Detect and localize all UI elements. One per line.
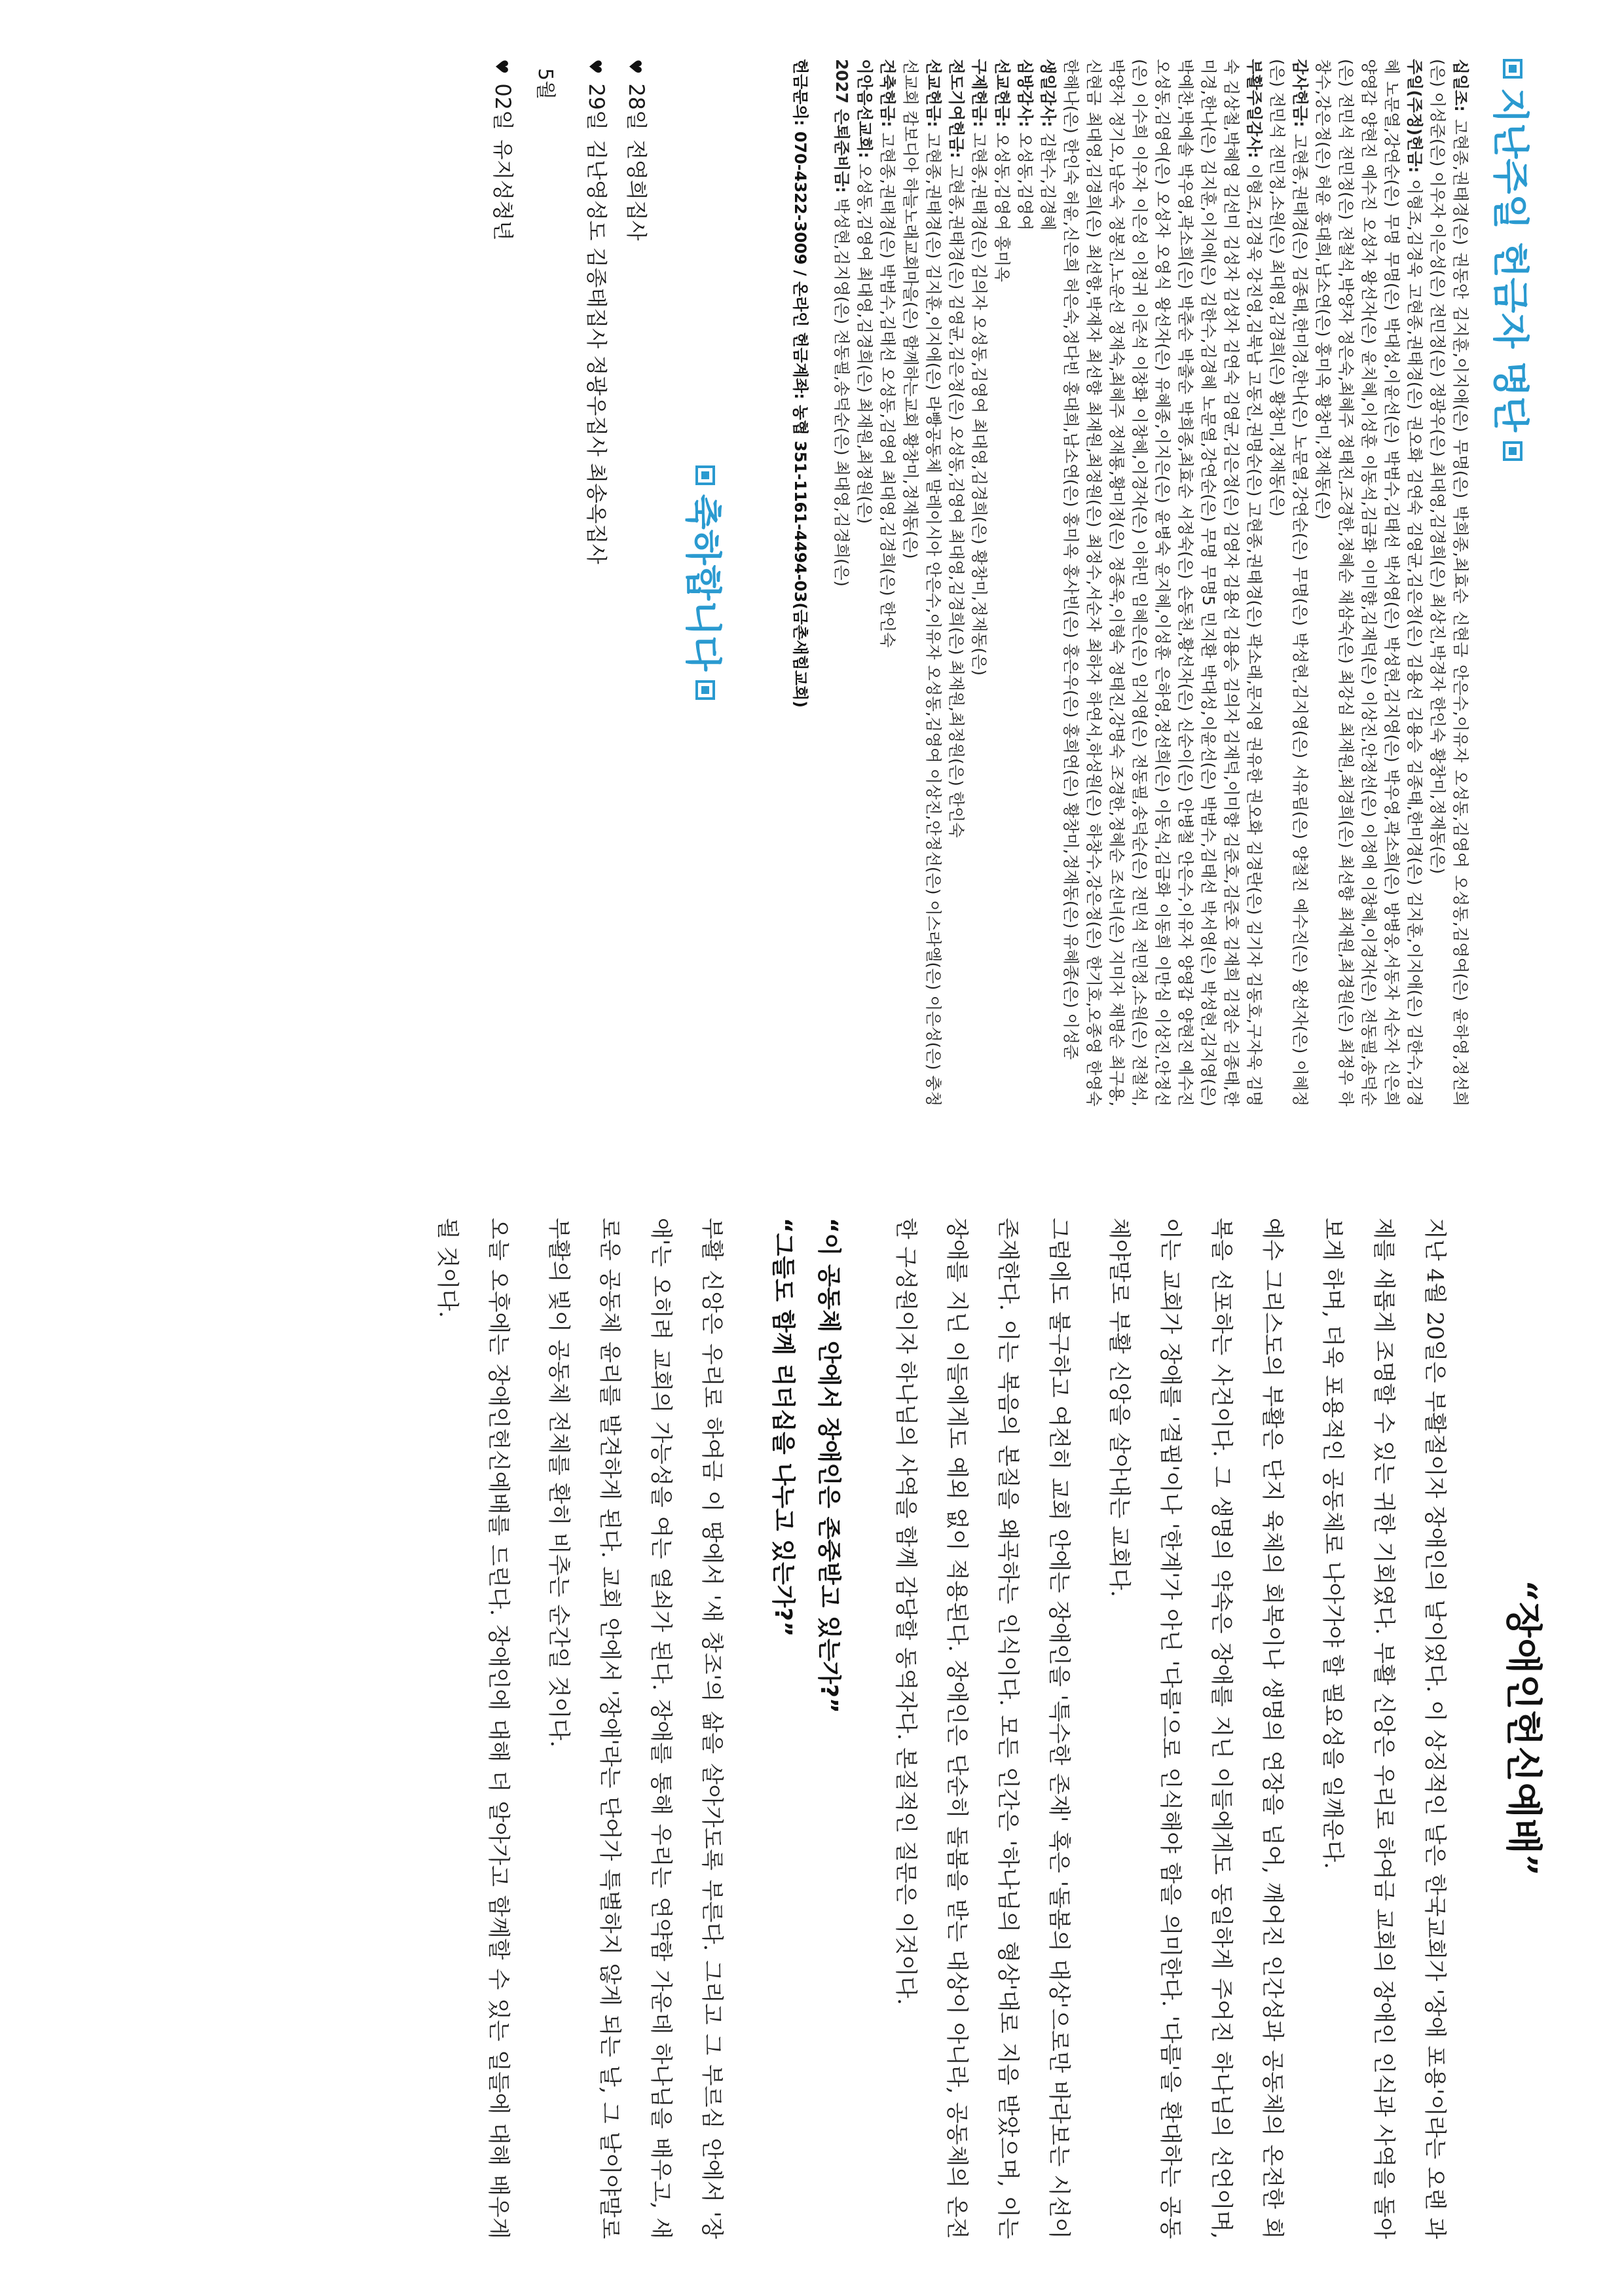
roster-names: 고현종,권태경(은) 김종태,한미경,한나(은) 노문열,강연순(은) 무명(은) 박성현,김지영(은) 서유림(은) 양철진 예수진(은) 왕선자(은) 이혜정(은) 전민석 전민정,소원(은) 최대영,김경희(은) 황창미,정재동(은): [1268, 59, 1310, 1106]
event-item: [616, 59, 655, 1106]
heart-icon: ♥: [491, 59, 511, 75]
roster-names: 고현종,권태경(은) 박범수,김태선 오성동,김영여 최대영,김경희(은) 한인숙: [878, 132, 897, 648]
roster-group: [1037, 59, 1060, 1106]
roster-names: 고현종,권태경(은) 김의자 오성동,김영여 최대영,김경희(은) 황창미,정재동(은): [970, 132, 989, 676]
event-item: [482, 59, 522, 1106]
roster-group: [1426, 59, 1472, 1106]
roster-group: [899, 59, 945, 1106]
article-paragraph: 오늘 오후에는 장애인헌신예배를 드린다. 장애인에 대해 더 알아가고 함께할 수 있는 일들에 대해 배우게 될 것이다.: [434, 1218, 511, 2239]
square-bullet-icon: [1503, 59, 1522, 79]
event-text: 김난영성도 김종태집사 정광우집사 최송옥집사: [584, 139, 609, 564]
congrats-title: 축하합니다: [681, 494, 724, 672]
roster-group: [1266, 59, 1312, 1106]
event-date: 28일: [624, 83, 649, 130]
roster-group: [853, 59, 876, 1106]
roster-label: 선교헌금:: [924, 59, 943, 128]
roster-names: 이형조,김경욱 고현종,권태경(은) 권오화 김연숙 김영균,김은정(은) 김용선 김용승 김종태,한미경(은) 김지훈,이지애(은) 김한수,김경혜 노문열,강연순(은) 무명 무명(은) 박대성,이윤선(은) 박범수,김태선 박서영(은) 박성현,김지영(은) 박우영,곽소희(은) 방병웅,서동자 서순자 신은희 양영갑 양현진 예수진 오성자 왕선자(은) 윤치혜,이성훈 이동석,김금화 이미향,김재덕(은) 이상진,안정선(은) 이정애 이창혜,이경자(은) 전동필,송덕순(은) 전민석 전민정(은) 전철석,박양자 정은숙,최혜주 정태진,조경한,정혜순 채삼숙(은) 최강심 최재원,최경희(은) 최선향 최재원,최경원(은) 최정우 하창수,강은정(은) 허윤 홍대희,남소연(은) 홍미옥 황창미,정재동(은): [1314, 59, 1424, 1106]
event-text: 전영희집사: [624, 139, 649, 241]
event-date: 29일: [584, 83, 609, 130]
roster-label: 생일감사:: [1039, 59, 1058, 128]
article-quote: “그들도 함께 리더십을 나누고 있는가?”: [769, 1218, 796, 1637]
left-column: [46, 59, 1539, 1106]
heart-icon: ♥: [625, 59, 644, 75]
roster-label: 선교헌금:: [993, 59, 1012, 128]
roster-group: [1014, 59, 1037, 1106]
offering-contact: 헌금문의: 070-4322-3009 / 온라인 헌금계좌: 농협 351-1161-4494-03(금촌새힘교회): [791, 59, 809, 708]
roster-names: 김한수,김경혜: [1039, 132, 1058, 231]
heart-icon: ♥: [585, 59, 604, 75]
roster-label: 감사헌금:: [1291, 59, 1310, 128]
roster-group: [991, 59, 1014, 1106]
square-bullet-icon: [695, 465, 715, 485]
month-label: 5월: [534, 68, 557, 100]
article-paragraph: 지난 4월 20일은 부활절이자 장애인의 날이었다. 이 상징적인 날은 한국교회가 '장애 포용'이라는 오랜 과제를 새롭게 조명할 수 있는 귀한 기회였다. 부활 신앙은 우리로 하여금 교회의 장애인 인식과 사역을 돌아보게 하며, 더욱 포용적인 공동체로 나아가야 할 필요성을 일깨운다.: [1320, 1218, 1448, 2239]
roster-group: [1060, 59, 1266, 1106]
event-date: 02일: [490, 83, 515, 130]
roster-label: 건축헌금:: [878, 59, 897, 128]
article-title: “장애인헌신예배”: [1502, 1580, 1545, 1877]
roster-names: 고현종,권태경(은) 권동안 김지훈,이지애(은) 무명(은) 박희종,최효순 신현금 안은수,이유자 오성동,김영여 오성동,김영여(은) 윤하영,정선희(은) 이성준(은) 이우자 이은성(은) 전민정(은) 정광우(은) 최대영,김경희(은) 최상진,박경자 한인숙 황창미,정재동(은): [1428, 59, 1470, 1106]
roster-names: 오성동,김영여 최대영,김경희(은) 최재원,최정원(은): [855, 163, 874, 524]
roster-label: 전도기여헌금:: [947, 59, 966, 158]
article-paragraph: 부활 신앙은 우리로 하여금 이 땅에서 '새 창조'의 삶을 살아가도록 부른다. 그리고 그 부르심 안에서 '장애'는 오히려 교회의 가능성을 여는 열쇠가 된다. 장애를 통해 우리는 연약함 가운데 하나님을 배우고, 새로운 공동체 윤리를 발견하게 된다. 교회 안에서 '장애'라는 단어가 특별하지 않게 되는 날, 그 날이야말로 부활의 빛이 공동체 전체를 환히 비추는 순간일 것이다.: [545, 1218, 725, 2239]
congrats-header: [679, 59, 731, 1106]
roster-label: 심방감사:: [1016, 59, 1035, 128]
article-body-continued: [422, 1218, 737, 2239]
roster-label: 2027 은퇴준비금:: [832, 59, 851, 193]
roster-names: 고현종,권태경(은) 김영균,김은정(은) 오성동,김영여 최대영,김경희(은) 최재원,최정원(은) 한인숙: [947, 163, 966, 838]
article-paragraph: 그럼에도 불구하고 여전히 교회 안에는 장애인을 '특수한 존재' 혹은 '돌봄의 대상'으로만 바라보는 시선이 존재한다. 이는 복음의 본질을 왜곡하는 인식이다. 모든 인간은 '하나님의 형상'대로 지음 받았으며, 이는 장애를 지닌 이들에게도 예외 없이 적용된다. 장애인은 단순히 돌봄을 받는 대상이 아니라, 공동체의 온전한 구성원이자 하나님의 사역을 함께 감당할 동역자다. 본질적인 질문은 이것이다.: [893, 1218, 1072, 2239]
roster-group: [1312, 59, 1426, 1106]
donors-title: 지난주일 헌금자 명단: [1488, 88, 1531, 432]
roster-names: 오성동,김영여: [1016, 132, 1035, 231]
roster-label: 구제헌금:: [970, 59, 989, 128]
roster-group: [968, 59, 991, 1106]
roster-label: 부활주일감사:: [1245, 59, 1264, 158]
roster-names: 박성현,김지영(은) 전동필,송덕순(은) 최대영,김경희(은): [832, 198, 851, 587]
article-quotes: [760, 1218, 851, 2239]
event-item: [576, 59, 616, 1106]
article-body: [880, 1218, 1460, 2239]
roster-names: 오성동,김영여 홍미옥: [993, 132, 1012, 282]
right-column: [59, 1218, 1552, 2239]
event-text: 유지성청년: [490, 139, 515, 241]
article-paragraph: 예수 그리스도의 부활은 단지 육체의 회복이나 생명의 연장을 넘어, 깨어진 인간성과 공동체의 온전한 회복을 선포하는 사건이다. 그 생명의 약속은 장애를 지닌 이들에게도 동일하게 주어진 하나님의 선언이며, 이는 교회가 장애를 '결핍'이나 '한계'가 아닌 '다름'으로 인식해야 함을 의미한다. '다름'을 환대하는 공동체야말로 부활 신앙을 살아내는 교회다.: [1106, 1218, 1285, 2239]
article-quote: “이 공동체 안에서 장애인은 존중받고 있는가?”: [815, 1218, 842, 1713]
roster-group: [830, 59, 853, 1106]
roster-names: 이형조,김경욱 강진영,김북남 고동진,권명순(은) 고현종,권태경(은) 곽소래,문지영 권유한 권오화 김경란(은) 김기자 김동호,구자욱 김명숙 김상철,박혜영 김선미 김성자 김성자 김연숙 김영균,김은정(은) 김영자 김용선 김용승 김의자 김재덕,이미향 김준호,김준호 김재희 김정순 김종태,한미경,한나(은) 김지훈,이지애(은) 김한수,김경혜 노문열,강연순(은) 무명 무명5 민지환 박대성,이윤선(은) 박범수,김태선 박서영(은) 박성현,김지영(은) 박예찬,박예솔 박우영,곽소희(은) 박춘순 박출순 박희종,최효순 서정숙(은) 손동천,황선자(은) 신순이(은) 안병철 안은수,이유자 양영갑 양현진 예수진 오성동,김영여(은) 오성자 오영식 왕선자(은) 유혜종,이지은(은) 윤병숙 윤지혜,이성훈 은하영,정선희(은) 이동석,김금화 이동희 이만심 이상진,안정선(은) 이수희 이우자 이은성 이정귀 이준석 이창화 이창혜,이경자(은) 이하민 임혜은(은) 임지영(은) 전동필,송덕순(은) 전민석 전민정,소원(은) 전철석,박양자 정기오,남운숙 정봉진,노운선 정재숙,최혜주 정재룡,황미정(은) 정종욱,이형숙 정태진,강명숙 조경한,정혜순 조선녀(은) 지미자 채명순 최구용,신현금 최대영,김경희(은) 최선향,박재자 최선향 최재원,최정원(은) 최정수,서순자 최하자 하연서,하성원(은) 하창수,강은정(은) 한기호,오종영 한영숙 한해나(은) 한인숙 허윤,신은희 허은숙,정다빈 홍대희,남소연(은) 홍미옥 홍사빈(은) 홍은우(은) 홍희연(은) 황창미,정재동(은) 유혜종(은) 이성준: [1061, 59, 1264, 1106]
square-bullet-icon: [695, 680, 715, 700]
roster-label: 이안음선교회:: [855, 59, 874, 158]
roster-label: 주일(주정)헌금:: [1405, 59, 1424, 173]
roster-names: 고현종,권태경(은) 김지훈,이지애(은) 라빵공동체 말레이시아 안은수,이유자 오성동,김영여 이상진,안정선(은) 이스라엘(은) 이은성(은) 충청선교회 캄보디아 하늘노래교회마을(은) 함께하는교회 황창미,정재동(은): [901, 59, 943, 1106]
square-bullet-icon: [1503, 441, 1522, 461]
roster-label: 십일조:: [1451, 59, 1470, 112]
roster-group: [945, 59, 968, 1106]
congrats-events: [482, 59, 655, 1106]
donors-header: [1486, 59, 1539, 1106]
donor-roster: [830, 59, 1472, 1106]
roster-group: [876, 59, 899, 1106]
